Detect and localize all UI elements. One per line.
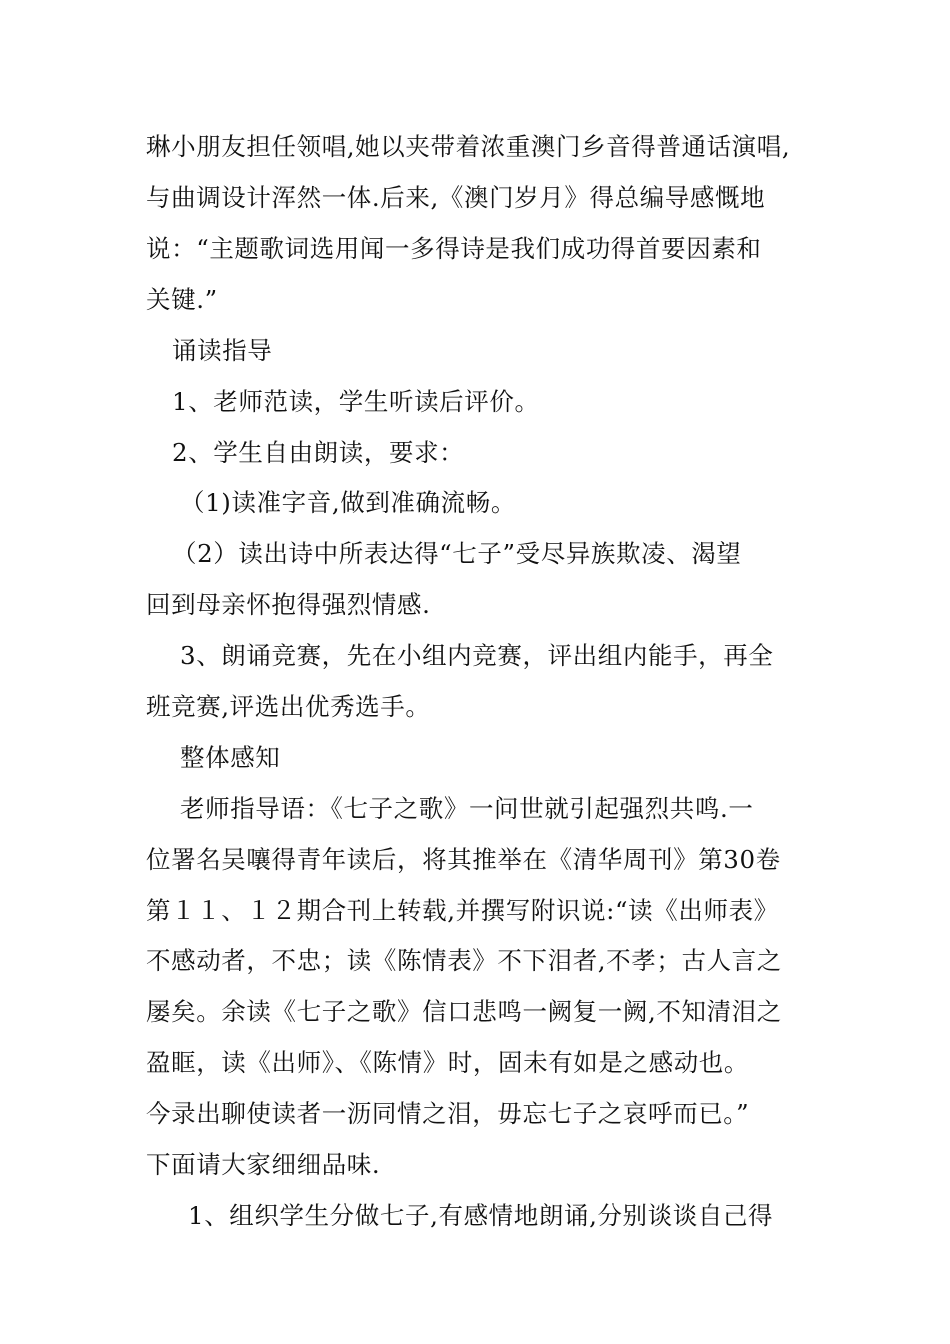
text-line-17: 不感动者，不忠；读《陈情表》不下泪者,不孝；古人言之	[146, 946, 782, 975]
text-line-15: 位署名吴嚷得青年读后，将其推举在《清华周刊》第30卷	[146, 845, 781, 874]
text-line-19: 盈眶，读《出师》、《陈情》时，固未有如是之感动也。	[146, 1048, 749, 1077]
text-line-7: 2、学生自由朗读，要求：	[172, 438, 465, 467]
text-line-9: （2）读出诗中所表达得“七子”受尽异族欺凌、渴望	[172, 539, 742, 568]
text-line-1: 琳小朋友担任领唱,她以夹带着浓重澳门乡音得普通话演唱,	[146, 132, 791, 161]
text-line-14: 老师指导语：《七子之歌》一问世就引起强烈共鸣.一	[180, 794, 754, 823]
section-heading-reading-guide: 诵读指导	[172, 336, 273, 365]
text-line-18: 屡矣。余读《七子之歌》信口悲鸣一阙复一阙,不知清泪之	[146, 997, 782, 1026]
text-line-21: 下面请大家细细品味.	[146, 1150, 381, 1179]
text-line-22: 1、组织学生分做七子,有感情地朗诵,分别谈谈自己得	[188, 1201, 774, 1230]
text-line-12: 班竞赛,评选出优秀选手。	[146, 692, 431, 721]
section-heading-overall-perception: 整体感知	[180, 743, 281, 772]
text-line-10: 回到母亲怀抱得强烈情感.	[146, 590, 431, 619]
text-line-8: （1)读准字音,做到准确流畅。	[180, 488, 516, 517]
text-line-6: 1、老师范读，学生听读后评价。	[172, 387, 540, 416]
text-line-4: 关键.”	[146, 285, 218, 314]
text-line-3: 说：“主题歌词选用闻一多得诗是我们成功得首要因素和	[146, 234, 762, 263]
text-line-2: 与曲调设计浑然一体.后来,《澳门岁月》得总编导感慨地	[146, 183, 766, 212]
text-line-11: 3、朗诵竞赛，先在小组内竞赛，评出组内能手，再全	[180, 641, 774, 670]
text-line-20: 今录出聊使读者一沥同情之泪，毋忘七子之哀呼而已。”	[146, 1099, 750, 1128]
text-line-16: 第１１、１２期合刊上转载,并撰写附识说:“读《出师表》	[146, 896, 779, 925]
